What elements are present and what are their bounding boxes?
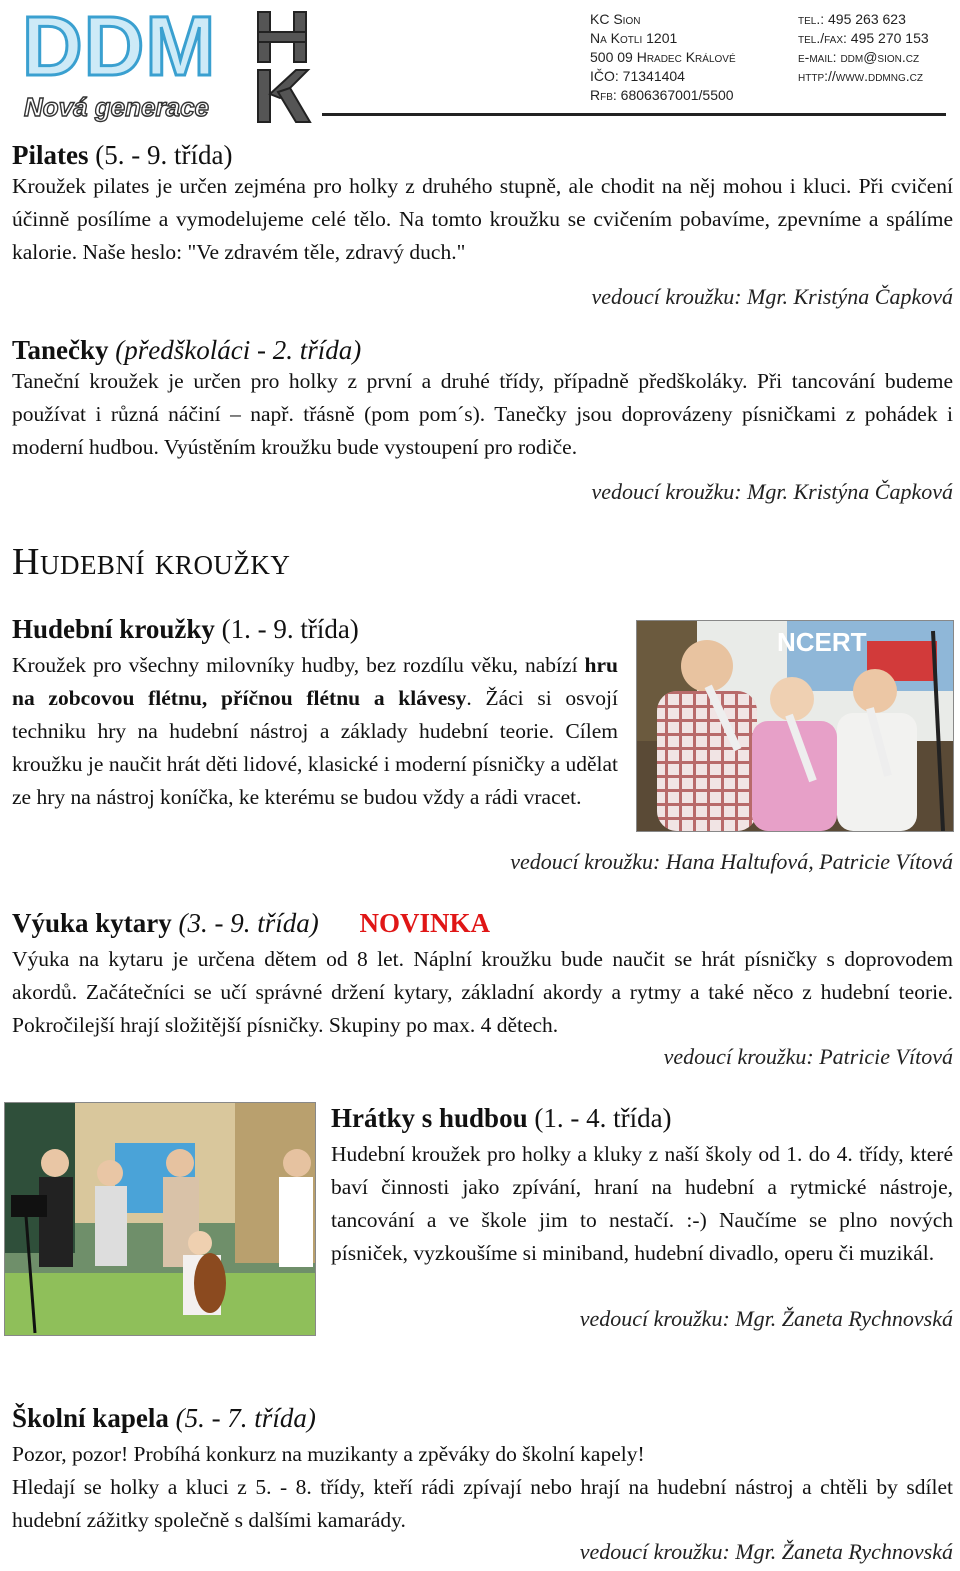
- hudebni-description: [12, 649, 618, 814]
- contact-line: 500 09 Hradec Králové: [590, 49, 736, 65]
- kytara-description: [12, 943, 953, 1042]
- pilates-title: Pilates: [12, 140, 89, 170]
- hudebni-title: Hudební kroužky: [12, 614, 215, 644]
- section-title: Hudební kroužky: [12, 541, 291, 583]
- hratky-description: [331, 1138, 953, 1270]
- new-badge: NOVINKA: [359, 908, 491, 938]
- kapela-leader: vedoucí kroužku: Mgr. Žaneta Rychnovská: [579, 1539, 953, 1564]
- contact-line: KC Sion: [590, 11, 641, 27]
- orchestra-photo-illustration: [5, 1103, 315, 1335]
- logo-hk-mark: [250, 8, 314, 126]
- hratky-heading: [331, 1102, 672, 1134]
- kapela-text: Hledají se holky a kluci z 5. - 8. třídy, kteří rádi zpívají nebo hrají na hudební nástroj a chtěli by sdílet hudební zážitky společně s dalšími kamarády.: [12, 1475, 953, 1532]
- contact-line[interactable]: http://www.ddmng.cz: [798, 68, 923, 84]
- contact-phones: [798, 10, 929, 86]
- flute-players-photo: [636, 620, 954, 832]
- header-divider: [322, 113, 946, 116]
- hratky-grade: (1. - 4. třída): [534, 1103, 672, 1133]
- hratky-title: Hrátky s hudbou: [331, 1103, 528, 1133]
- kytara-title: Výuka kytary: [12, 908, 172, 938]
- contact-line: Na Kotli 1201: [590, 30, 678, 46]
- tanecky-heading: [12, 334, 361, 366]
- logo-text: DDM: [22, 0, 217, 93]
- hudebni-text-a: Kroužek pro všechny milovníky hudby, bez rozdílu věku, nabízí: [12, 653, 585, 677]
- orchestra-children-photo: [4, 1102, 316, 1336]
- pilates-description: [12, 170, 953, 269]
- tanecky-title: Tanečky: [12, 335, 109, 365]
- pilates-leader: vedoucí kroužku: Mgr. Kristýna Čapková: [591, 284, 953, 309]
- hudebni-leader: vedoucí kroužku: Hana Haltufová, Patricie Vítová: [510, 849, 953, 874]
- kytara-heading: [12, 907, 490, 939]
- hratky-text: Hudební kroužek pro holky a kluky z naší školy od 1. do 4. třídy, které baví činnosti jako zpívání, hraní na hudební a rytmické nástroje, tancování a ve škole jim to nestačí. :-) Naučíme se plno nových písniček, vyzkoušíme si miniband, hudební divadlo, operu či muzikál.: [331, 1142, 953, 1265]
- hudebni-grade: (1. - 9. třída): [221, 614, 359, 644]
- contact-line: Rfb: 6806367001/5500: [590, 87, 734, 103]
- hudebni-heading: [12, 613, 359, 645]
- pilates-text: Kroužek pilates je určen zejména pro holky z druhého stupně, ale chodit na něj mohou i kluci. Při cvičení účinně posílíme a vymodelujeme celé tělo. Na tomto kroužku se cvičením pobavíme, zpevníme a spálíme kalorie. Naše heslo: "Ve zdravém těle, zdravý duch.": [12, 174, 953, 264]
- concert-banner-text: NCERT: [777, 627, 867, 657]
- kytara-text: Výuka na kytaru je určena dětem od 8 let. Náplní kroužku bude naučit se hrát písničky s doprovodem akordů. Začátečníci se učí správné držení kytary, základní akordy a rytmy a také něco z hudební teorie. Pokročilejší hrají složitější písničky. Skupiny po max. 4 dětech.: [12, 947, 953, 1037]
- kapela-grade: (5. - 7. třída): [175, 1403, 316, 1433]
- contact-address: [590, 10, 736, 105]
- flute-photo-illustration: [637, 621, 953, 831]
- contact-line: tel./fax: 495 270 153: [798, 30, 929, 46]
- kapela-announcement: [12, 1438, 953, 1471]
- tanecky-text: Taneční kroužek je určen pro holky z první a druhé třídy, případně předškoláky. Při tancování budeme používat i různá náčiní – např. třásně (pom pom´s). Tanečky jsou doprovázeny písničkami z pohádek i moderní hudbou. Vyústěním kroužku bude vystoupení pro rodiče.: [12, 369, 953, 459]
- contact-line[interactable]: e-mail: ddm@sion.cz: [798, 49, 920, 65]
- kytara-leader: vedoucí kroužku: Patricie Vítová: [663, 1044, 953, 1069]
- contact-line: tel.: 495 263 623: [798, 11, 906, 27]
- kapela-heading: [12, 1402, 316, 1434]
- pilates-heading: [12, 139, 232, 171]
- kapela-title: Školní kapela: [12, 1403, 169, 1433]
- hudebni-text-b: . Žáci si osvojí techniku hry na hudební nástroj a základy hudební teorie. Cílem kroužku je naučit hrát děti lidové, klasické i moderní písničky a udělat ze hry na nástroj koníčka, ke kterému se budou vždy a rádi vracet.: [12, 686, 618, 809]
- contact-line: IČO: 71341404: [590, 68, 685, 84]
- hudebni-instruments: hru na zobcovou flétnu, příčnou flétnu a klávesy: [12, 653, 618, 710]
- ddm-logo: [22, 0, 317, 126]
- kytara-grade: (3. - 9. třída): [178, 908, 319, 938]
- hratky-leader: vedoucí kroužku: Mgr. Žaneta Rychnovská: [579, 1306, 953, 1331]
- tanecky-leader: vedoucí kroužku: Mgr. Kristýna Čapková: [591, 479, 953, 504]
- tanecky-description: [12, 365, 953, 464]
- tanecky-grade: (předškoláci - 2. třída): [115, 335, 362, 365]
- kapela-line1: Pozor, pozor! Probíhá konkurz na muzikanty a zpěváky do školní kapely!: [12, 1442, 645, 1466]
- kapela-description: [12, 1471, 953, 1537]
- logo-subtitle: Nová generace: [24, 92, 209, 122]
- pilates-grade: (5. - 9. třída): [95, 140, 233, 170]
